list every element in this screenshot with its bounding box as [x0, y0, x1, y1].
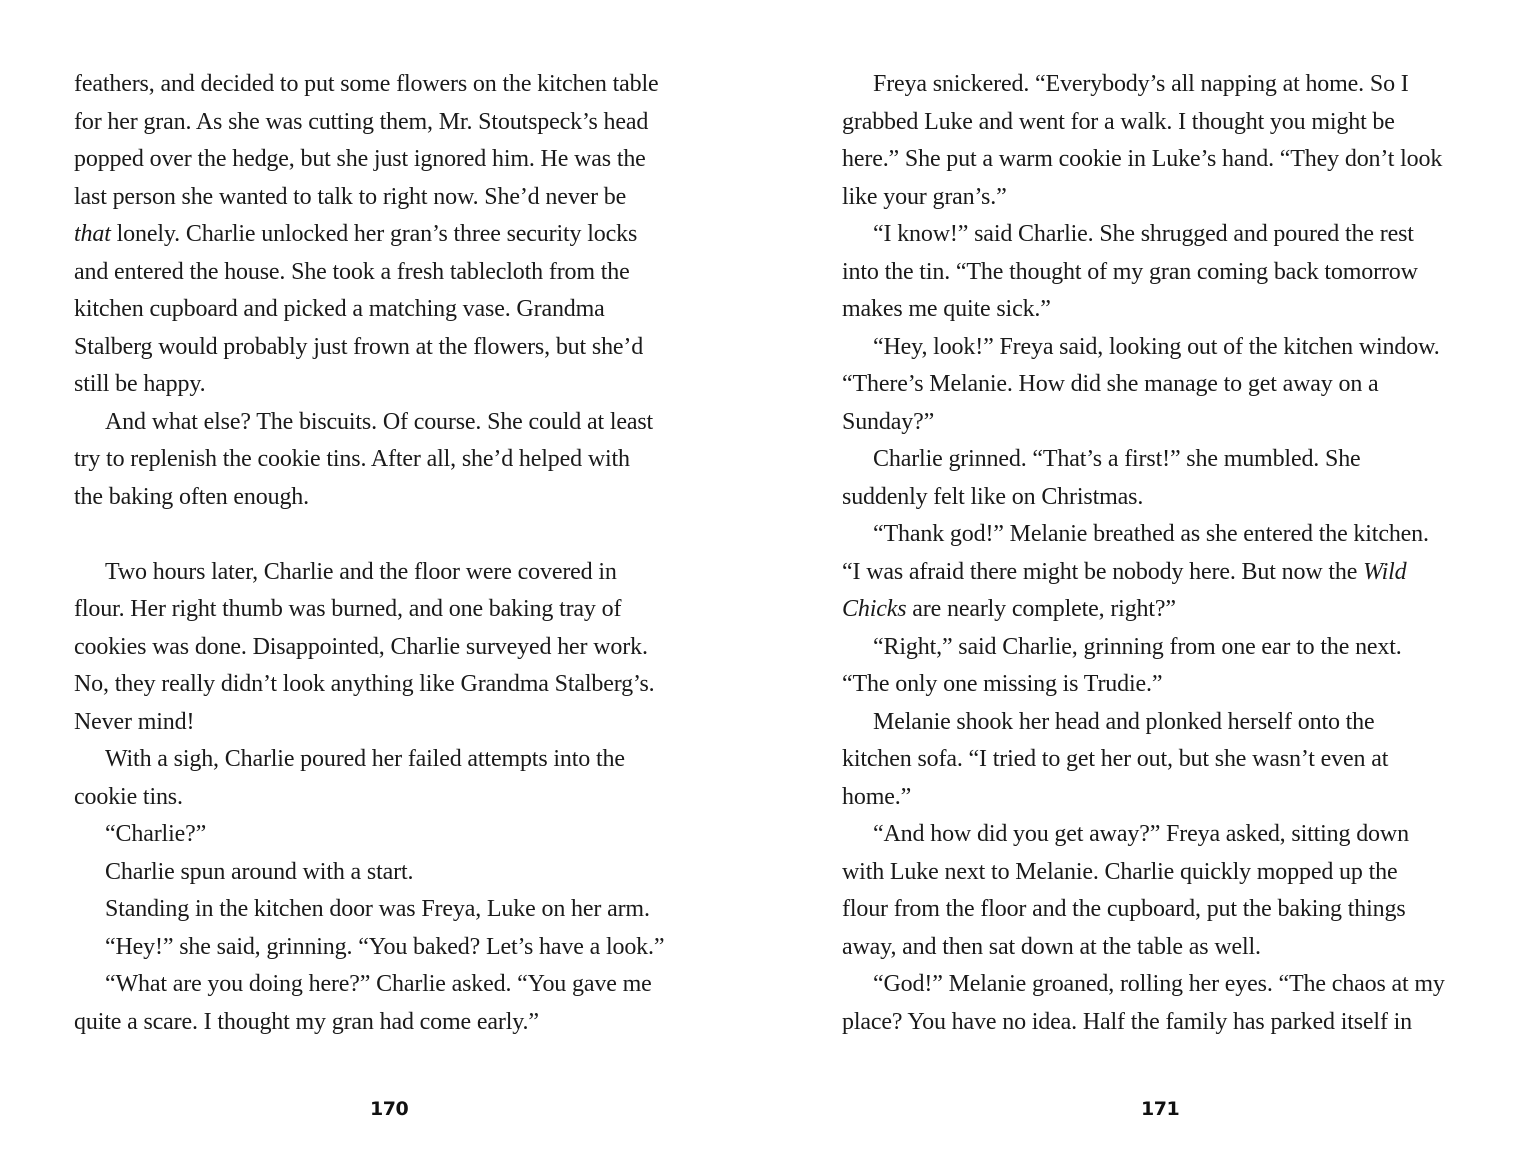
text-line	[842, 741, 1482, 779]
text-line	[842, 591, 1482, 629]
line-text: “What are you doing here?” Charlie asked. “You gave me	[105, 971, 652, 997]
line-text: into the tin. “The thought of my gran coming back tomorrow	[842, 258, 1418, 285]
text-line	[74, 854, 714, 892]
line-text: Two hours later, Charlie and the floor were covered in	[105, 558, 617, 585]
text-line	[842, 254, 1482, 292]
text-line	[74, 179, 714, 217]
text-line	[842, 966, 1482, 1004]
text-line	[842, 404, 1482, 442]
text-line	[74, 891, 714, 929]
line-text: place? You have no idea. Half the family has parked itself in	[842, 1008, 1413, 1035]
line-text: cookies was done. Disappointed, Charlie surveyed her work.	[74, 633, 648, 660]
text-line	[842, 179, 1482, 217]
text-line	[74, 629, 714, 667]
text-line	[842, 291, 1482, 329]
left-page-text	[74, 66, 714, 1041]
text-line	[74, 1004, 714, 1042]
italic-text: Wild	[1363, 558, 1407, 585]
text-line	[74, 366, 714, 404]
right-page-number: 171	[1141, 1098, 1180, 1120]
line-text: “God!” Melanie groaned, rolling her eyes. “The chaos at my	[873, 971, 1445, 997]
text-line	[842, 441, 1482, 479]
line-text: like your gran’s.”	[842, 183, 1007, 210]
text-line	[74, 254, 714, 292]
paragraph-gap	[74, 516, 714, 554]
line-text: popped over the hedge, but she just ignored him. He was the	[74, 146, 646, 172]
text-line	[842, 216, 1482, 254]
line-text: last person she wanted to talk to right now. She’d never be	[74, 183, 627, 210]
line-text: here.” She put a warm cookie in Luke’s hand. “They don’t look	[842, 146, 1443, 172]
text-line	[842, 329, 1482, 367]
text-line	[842, 516, 1482, 554]
line-text: “There’s Melanie. How did she manage to get away on a	[842, 371, 1379, 397]
line-text: Stalberg would probably just frown at the flowers, but she’d	[74, 333, 644, 360]
text-line	[74, 329, 714, 367]
text-line	[74, 704, 714, 742]
line-text: Charlie grinned. “That’s a first!” she mumbled. She	[873, 446, 1361, 472]
text-line	[842, 1004, 1482, 1042]
line-text: for her gran. As she was cutting them, Mr. Stoutspeck’s head	[74, 108, 649, 135]
text-line	[842, 104, 1482, 142]
text-line	[842, 366, 1482, 404]
text-line	[74, 141, 714, 179]
line-text: “Right,” said Charlie, grinning from one ear to the next.	[873, 633, 1402, 660]
text-line	[74, 816, 714, 854]
line-text: and entered the house. She took a fresh tablecloth from the	[74, 258, 630, 285]
line-text: flour. Her right thumb was burned, and one baking tray of	[74, 596, 622, 622]
line-text: “The only one missing is Trudie.”	[842, 671, 1163, 697]
line-text: Charlie spun around with a start.	[105, 858, 414, 885]
line-text: Never mind!	[74, 708, 195, 735]
text-line	[74, 66, 714, 104]
line-text: And what else? The biscuits. Of course. She could at least	[105, 408, 654, 435]
left-page-number: 170	[370, 1098, 409, 1120]
line-text: still be happy.	[74, 371, 206, 397]
line-text: With a sigh, Charlie poured her failed attempts into the	[105, 746, 625, 772]
right-page-text	[842, 66, 1482, 1041]
line-text: “Thank god!” Melanie breathed as she entered the kitchen.	[873, 521, 1429, 547]
text-line	[74, 741, 714, 779]
line-text: “And how did you get away?” Freya asked, sitting down	[873, 821, 1409, 847]
line-text: Standing in the kitchen door was Freya, Luke on her arm.	[105, 896, 650, 922]
line-text: away, and then sat down at the table as well.	[842, 933, 1261, 960]
line-text: flour from the floor and the cupboard, put the baking things	[842, 896, 1406, 922]
text-line	[842, 479, 1482, 517]
text-line	[842, 779, 1482, 817]
line-text: Melanie shook her head and plonked herself onto the	[873, 708, 1375, 735]
line-text: Freya snickered. “Everybody’s all napping at home. So I	[873, 71, 1409, 97]
text-line	[842, 554, 1482, 592]
text-line	[74, 929, 714, 967]
line-text: quite a scare. I thought my gran had come early.”	[74, 1008, 539, 1035]
text-line	[74, 479, 714, 517]
text-line	[842, 891, 1482, 929]
line-text: “I know!” said Charlie. She shrugged and poured the rest	[873, 221, 1414, 247]
line-text: grabbed Luke and went for a walk. I thought you might be	[842, 108, 1395, 135]
text-line	[74, 441, 714, 479]
text-line	[842, 666, 1482, 704]
text-line	[74, 216, 714, 254]
text-line	[74, 404, 714, 442]
italic-text: Chicks	[842, 596, 907, 622]
left-page	[74, 0, 714, 1163]
text-line	[74, 291, 714, 329]
line-text: “Charlie?”	[105, 821, 207, 847]
line-text: “Hey!” she said, grinning. “You baked? Let’s have a look.”	[105, 933, 665, 960]
text-line	[74, 104, 714, 142]
right-page	[842, 0, 1482, 1163]
line-text-after: lonely. Charlie unlocked her gran’s three security locks	[110, 221, 638, 247]
line-text: kitchen sofa. “I tried to get her out, but she wasn’t even at	[842, 746, 1389, 772]
line-text-after: are nearly complete, right?”	[906, 596, 1176, 622]
text-line	[74, 779, 714, 817]
text-line	[74, 591, 714, 629]
text-line	[842, 854, 1482, 892]
line-text: with Luke next to Melanie. Charlie quickly mopped up the	[842, 858, 1398, 885]
text-line	[842, 929, 1482, 967]
text-line	[842, 629, 1482, 667]
line-text: the baking often enough.	[74, 483, 310, 510]
text-line	[842, 704, 1482, 742]
line-text: cookie tins.	[74, 783, 183, 810]
text-line	[842, 141, 1482, 179]
line-text: feathers, and decided to put some flowers on the kitchen table	[74, 71, 659, 97]
line-text: try to replenish the cookie tins. After all, she’d helped with	[74, 446, 630, 472]
text-line	[842, 66, 1482, 104]
line-text: kitchen cupboard and picked a matching vase. Grandma	[74, 296, 605, 322]
line-text: No, they really didn’t look anything like Grandma Stalberg’s.	[74, 671, 655, 697]
line-text: suddenly felt like on Christmas.	[842, 483, 1144, 510]
text-line	[842, 816, 1482, 854]
text-line	[74, 554, 714, 592]
line-text: makes me quite sick.”	[842, 296, 1051, 322]
line-text: Sunday?”	[842, 408, 935, 435]
italic-text: that	[74, 221, 111, 247]
text-line	[74, 666, 714, 704]
line-text: “I was afraid there might be nobody here. But now the	[842, 558, 1364, 585]
line-text: “Hey, look!” Freya said, looking out of the kitchen window.	[873, 333, 1440, 360]
text-line	[74, 966, 714, 1004]
line-text: home.”	[842, 783, 912, 810]
